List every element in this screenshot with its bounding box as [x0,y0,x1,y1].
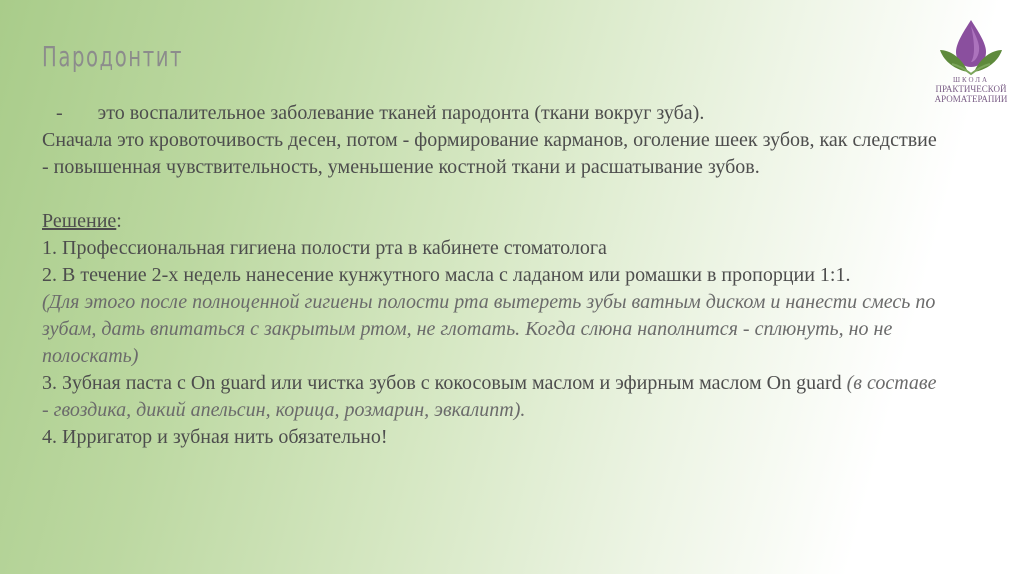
logo-school: ШКОЛА [952,76,990,84]
logo-line-1: ПРАКТИЧЕСКОЙ [935,84,1007,94]
definition [42,100,942,127]
solution-item-2: 2. В течение 2-х недель нанесение кунжутного масла с ладаном или ромашки в пропорции 1:1. [42,264,851,286]
solution-item-3-text: 3. Зубная паста с On guard или чистка зубов с кокосовым маслом и эфирным маслом On guard [42,372,842,394]
description: Сначала это кровоточивость десен, потом - формирование карманов, оголение шеек зубов, как следствие - повышенная чувствительность, уменьшение костной ткани и расшатывание зубов. [42,129,937,178]
lotus-drop-icon [930,14,1012,76]
school-logo [930,14,1012,106]
solution-item-3 [42,370,942,424]
logo-text [930,76,1012,104]
solution-item-1: 1. Профессиональная гигиена полости рта в кабинете стоматолога [42,237,607,259]
slide-body [42,100,942,451]
slide-title: Пародонтит [42,40,184,73]
solution-item-3-note: (в составе - гвоздика, дикий апельсин, корица, розмарин, эвкалипт). [42,372,937,421]
solution-item-2-note: (Для этого после полноценной гигиены полости рта вытереть зубы ватным диском и нанести смесь по зубам, дать впитаться с закрытым ртом, не глотать. Когда слюна наполнится - сплюнуть, но не полоскать) [42,291,936,367]
definition-text: это воспалительное заболевание тканей пародонта (ткани вокруг зуба). [97,102,705,124]
solution-label: Решение [42,210,117,232]
solution-heading [42,208,942,235]
solution-item-4: 4. Ирригатор и зубная нить обязательно! [42,426,388,448]
solution-colon: : [116,210,122,232]
logo-line-2: АРОМАТЕРАПИИ [934,94,1008,104]
definition-dash: - [56,102,63,124]
